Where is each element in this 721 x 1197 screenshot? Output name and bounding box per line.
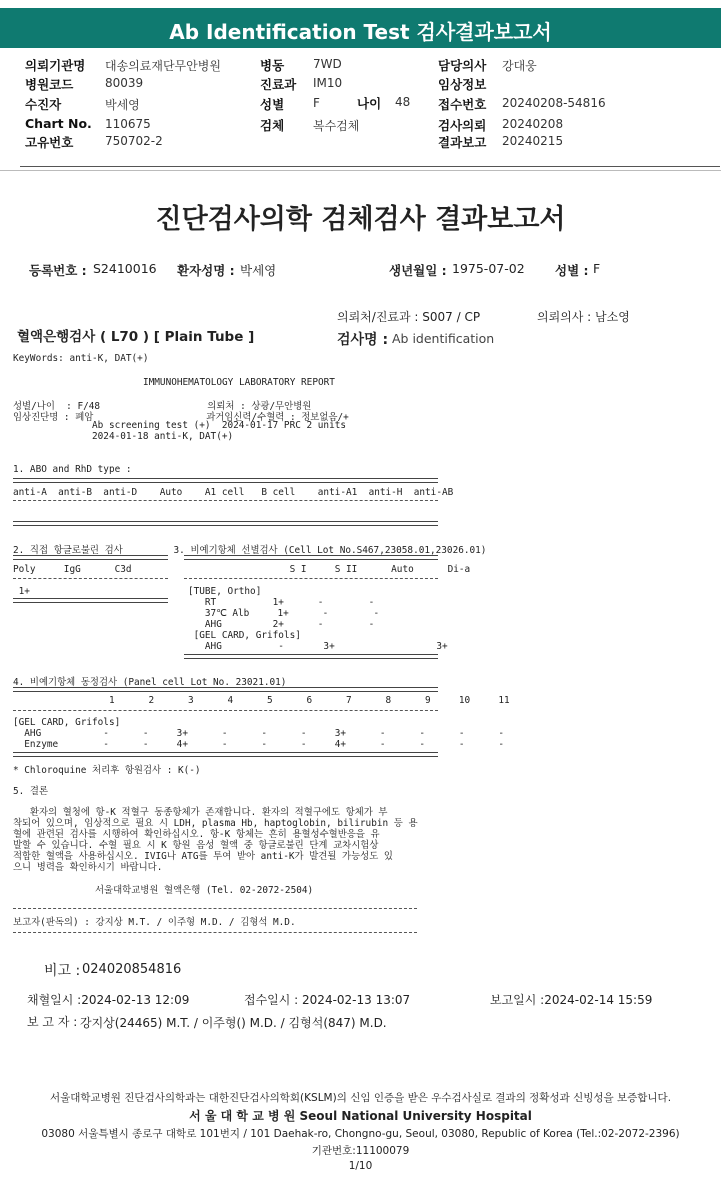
hospital-address: 03080 서울특별시 종로구 대학로 101번지 / 101 Daehak-ro, Chongno-gu, Seoul, 03080, Republic of Korea (Tel.:02-2072-2396) bbox=[41, 1128, 680, 1140]
report-line: 착되어 있으며, 임상적으로 필요 시 LDH, plasma Hb, haptoglobin, bilirubin 등 용 bbox=[13, 818, 418, 829]
report-line: [GEL CARD, Grifols] bbox=[13, 717, 121, 728]
header-label: 병동 bbox=[260, 58, 285, 73]
report-title: 진단검사의학 검체검사 결과보고서 bbox=[155, 204, 566, 235]
report-line: 임상진단명 : 폐암 과거임신력/수혈력 : 정보없음/+ bbox=[13, 412, 349, 423]
header-label: 수진자 bbox=[25, 97, 62, 112]
rule-dat-bottom bbox=[13, 598, 168, 603]
rule-abo-bottom bbox=[13, 521, 438, 526]
rule-abo-top bbox=[13, 478, 438, 483]
header-value: 750702-2 bbox=[105, 134, 163, 148]
report-line: RT 1+ - - bbox=[13, 597, 375, 608]
header-label: 진료과 bbox=[260, 77, 297, 92]
header-value: 110675 bbox=[105, 117, 151, 131]
report-line: 5. 결론 bbox=[13, 786, 49, 797]
report-line: 환자의 혈청에 항-K 적혈구 동종항체가 존재합니다. 환자의 적혈구에도 항체가 부 bbox=[13, 807, 388, 818]
report-line: 적합한 혈액을 사용하십시오. IVIG나 ATG를 투여 받아 anti-K가 발견될 가능성도 있 bbox=[13, 851, 393, 862]
page-number: 1/10 bbox=[348, 1160, 373, 1172]
header-value: 20240208 bbox=[502, 117, 564, 131]
report-line: AHG 2+ - - bbox=[13, 619, 375, 630]
rule-screen-top bbox=[184, 555, 438, 560]
report-line: 발할 수 있습니다. 수혈 필요 시 K 항원 음성 혈액 중 항글로불린 단계 교차시험상 bbox=[13, 840, 379, 851]
age-label: 나이 bbox=[357, 96, 382, 111]
header-label: Chart No. bbox=[25, 116, 92, 131]
report-line: 1 2 3 4 5 6 7 8 9 10 11 bbox=[13, 695, 510, 706]
rule-reporter-bottom bbox=[13, 932, 417, 933]
header-value: 복수검체 bbox=[313, 119, 360, 133]
patient-name-value: 박세영 bbox=[240, 263, 277, 278]
organization-number: 기관번호:11100079 bbox=[311, 1145, 410, 1157]
report-line: 37℃ Alb 1+ - - bbox=[13, 608, 380, 619]
header-value: 80039 bbox=[105, 76, 144, 90]
report-line: Poly IgG C3d S I S II Auto Di-a bbox=[13, 564, 471, 575]
header-label: 결과보고 bbox=[438, 135, 487, 150]
header-value: 20240215 bbox=[502, 134, 564, 148]
report-line: 4. 비예기항체 동정검사 (Panel cell Lot No. 23021.01) bbox=[13, 677, 287, 688]
header-value: 7WD bbox=[313, 57, 342, 71]
requester-doctor: 의뢰의사 : 남소영 bbox=[537, 310, 630, 324]
accreditation-note: 서울대학교병원 진단검사의학과는 대한진단검사의학회(KSLM)의 신임 인증을 받은 우수검사실로 결과의 정확성과 신빙성을 보증합니다. bbox=[49, 1092, 672, 1104]
reporter-label: 보 고 자 : bbox=[27, 1015, 78, 1029]
header-value: 박세영 bbox=[105, 98, 140, 112]
report-line: Ab screening test (+) 2024-01-17 PRC 2 units bbox=[13, 420, 347, 431]
reporter-value: 강지상(24465) M.T. / 이주형() M.D. / 김형석(847) M.D. bbox=[80, 1016, 387, 1030]
report-datetime: 보고일시 :2024-02-14 15:59 bbox=[490, 993, 653, 1007]
age-value: 48 bbox=[395, 95, 411, 109]
rule-reporter-top bbox=[13, 908, 417, 909]
sex-value: F bbox=[593, 261, 601, 276]
report-line: KeyWords: anti-K, DAT(+) bbox=[13, 353, 149, 364]
rule-screen-header bbox=[184, 578, 438, 579]
header-value: 20240208-54816 bbox=[502, 96, 606, 110]
header-value: 강대웅 bbox=[502, 59, 537, 73]
exam-name-value: Ab identification bbox=[392, 331, 495, 346]
dob-label: 생년월일 : bbox=[389, 263, 447, 278]
exam-name-label: 검사명 : bbox=[337, 332, 389, 348]
report-line: 2. 직접 항글로불린 검사 3. 비예기항체 선별검사 (Cell Lot No.S467,23058.01,23026.01) bbox=[13, 545, 487, 556]
collection-datetime: 채혈일시 :2024-02-13 12:09 bbox=[27, 993, 190, 1007]
report-line: [GEL CARD, Grifols] bbox=[13, 630, 301, 641]
report-line: 성별/나이 : F/48 의뢰처 : 상광/무안병원 bbox=[13, 401, 312, 412]
sex-label: 성별 : bbox=[555, 263, 589, 278]
header-label: 검사의뢰 bbox=[438, 118, 487, 133]
rule-abo-header bbox=[13, 500, 438, 501]
remark-value: 024020854816 bbox=[82, 962, 182, 977]
header-label: 의뢰기관명 bbox=[25, 58, 86, 73]
rule-panel-bottom bbox=[13, 752, 438, 757]
exam-group: 혈액은행검사 ( L70 ) [ Plain Tube ] bbox=[17, 329, 255, 345]
header-label: 검체 bbox=[260, 118, 285, 133]
header-label: 고유번호 bbox=[25, 135, 74, 150]
report-line: * Chloroquine 처리후 항원검사 : K(-) bbox=[13, 765, 201, 776]
report-line: IMMUNOHEMATOLOGY LABORATORY REPORT bbox=[143, 377, 335, 388]
report-line: 으니 병력을 확인하시기 바랍니다. bbox=[13, 862, 163, 873]
report-line: Enzyme - - 4+ - - - 4+ - - - - bbox=[13, 739, 505, 750]
rule-dat-header bbox=[13, 578, 168, 579]
banner-title: Ab Identification Test 검사결과보고서 bbox=[169, 20, 552, 44]
report-line: AHG - 3+ 3+ bbox=[13, 641, 448, 652]
rule-panel-header bbox=[13, 710, 438, 711]
report-line: 서울대학교병원 혈액은행 (Tel. 02-2072-2504) bbox=[95, 885, 314, 896]
report-line: 보고자(판독의) : 강지상 M.T. / 이주형 M.D. / 김형석 M.D. bbox=[13, 917, 296, 928]
header-label: 접수번호 bbox=[438, 97, 487, 112]
report-line: AHG - - 3+ - - - 3+ - - - - bbox=[13, 728, 505, 739]
header-label: 병원코드 bbox=[25, 77, 74, 92]
report-line: 2024-01-18 anti-K, DAT(+) bbox=[13, 431, 234, 442]
rule-screen-bottom bbox=[184, 654, 438, 659]
header-value: IM10 bbox=[313, 76, 343, 90]
header-divider-light bbox=[0, 170, 721, 171]
report-line: 1+ [TUBE, Ortho] bbox=[13, 586, 262, 597]
header-label: 성별 bbox=[260, 97, 285, 112]
rule-panel-top bbox=[13, 687, 438, 692]
title-banner bbox=[0, 8, 721, 48]
receipt-datetime: 접수일시 : 2024-02-13 13:07 bbox=[244, 993, 411, 1007]
registration-value: S2410016 bbox=[93, 261, 157, 276]
patient-name-label: 환자성명 : bbox=[177, 263, 235, 278]
remark-label: 비고 : bbox=[44, 963, 81, 979]
report-line: 1. ABO and RhD type : bbox=[13, 464, 132, 475]
requester-dept: 의뢰처/진료과 : S007 / CP bbox=[337, 310, 481, 324]
header-value: F bbox=[313, 96, 320, 110]
report-line: 혈에 관련된 검사를 시행하여 확인하십시오. 항-K 항체는 흔히 용혈성수혈반응을 유 bbox=[13, 829, 380, 840]
header-label: 담당의사 bbox=[438, 58, 487, 73]
report-line: anti-A anti-B anti-D Auto A1 cell B cell anti-A1 anti-H anti-AB bbox=[13, 487, 454, 498]
dob-value: 1975-07-02 bbox=[452, 261, 525, 276]
registration-label: 등록번호 : bbox=[29, 263, 87, 278]
header-label: 임상정보 bbox=[438, 77, 487, 92]
rule-dat-top bbox=[13, 555, 168, 560]
hospital-name: 서 울 대 학 교 병 원 Seoul National University Hospital bbox=[189, 1109, 532, 1123]
header-value: 대송의료재단무안병원 bbox=[105, 59, 221, 73]
header-divider bbox=[20, 166, 720, 167]
